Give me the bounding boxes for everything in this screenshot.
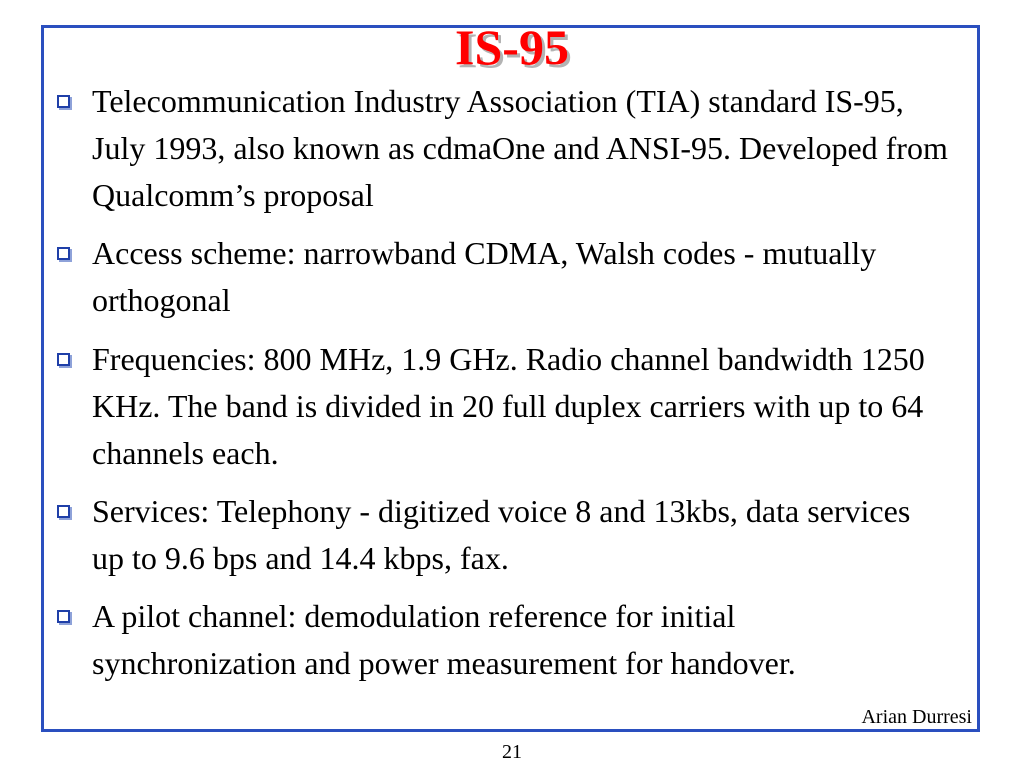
bullet-text: A pilot channel: demodulation reference for initial synchronization and power measurement for handover. [92, 598, 796, 681]
page-number: 21 [502, 741, 522, 763]
slide-title: IS-95 [455, 19, 569, 75]
square-bullet-icon [57, 247, 70, 260]
square-bullet-icon [57, 610, 70, 623]
author-footer: Arian Durresi [861, 706, 972, 728]
square-bullet-icon [57, 95, 70, 108]
bullet-text: Telecommunication Industry Association (TIA) standard IS-95, July 1993, also known as cdmaOne and ANSI-95. Developed from Qualcomm’s proposal [92, 83, 948, 213]
bullet-text: Frequencies: 800 MHz, 1.9 GHz. Radio channel bandwidth 1250 KHz. The band is divided in 20 full duplex carriers with up to 64 channels each. [92, 341, 925, 471]
square-bullet-icon [57, 353, 70, 366]
square-bullet-icon [57, 505, 70, 518]
bullet-text: Services: Telephony - digitized voice 8 and 13kbs, data services up to 9.6 bps and 14.4 kbps, fax. [92, 493, 911, 576]
bullet-text: Access scheme: narrowband CDMA, Walsh codes - mutually orthogonal [92, 235, 877, 318]
